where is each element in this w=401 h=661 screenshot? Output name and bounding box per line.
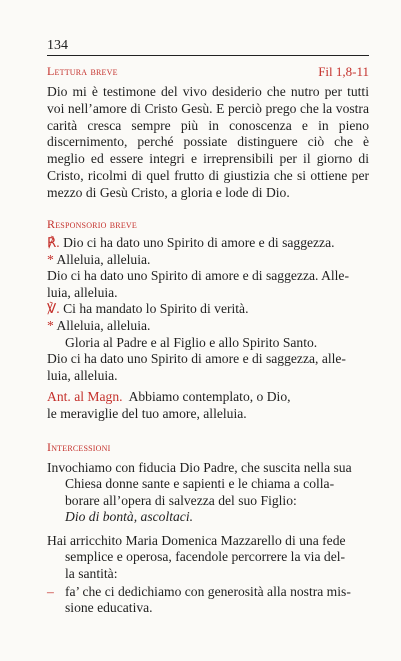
responsorio-line-1: ℟. Dio ci ha dato uno Spirito di amore e di saggezza. (47, 235, 335, 250)
intercessioni-response: Dio di bontà, ascoltaci. (65, 509, 193, 525)
responsorio-line-3b: luia, alleluia. (47, 284, 118, 300)
star-symbol: * (47, 317, 54, 333)
responsorio-line-5: * Alleluia, alleluia. (47, 317, 151, 333)
petition-dash: – (47, 584, 54, 599)
lettura-text: Dio mi è testimone del vivo desiderio che nutro per tutti voi nell’amore di Cristo Gesù. E perciò prego che la vostra carità cresca sempre più in conoscenza e in pieno discernimento, perché possiate distinguere ciò che è meglio ed essere integri e irreprensibili per il giorno di Cristo, ricolmi di quel frutto di giustizia che si ottiene per mezzo di Gesù Cristo, a gloria e lode di Dio. (47, 84, 369, 200)
lettura-header (47, 64, 369, 80)
versicle-symbol: ℣. (47, 301, 60, 317)
antifona-label: Ant. al Magn. (47, 389, 123, 404)
intercessioni-intro: Invochiamo con fiducia Dio Padre, che suscita nella sua Chiesa donne sante e sapienti e le chiama a colla- borare all’opera di salvezza del suo Figlio: Dio di bontà, ascoltaci. (47, 460, 369, 526)
antifona-line-2: le meraviglie del tuo amore, alleluia. (47, 405, 247, 421)
responsorio-line-7b: luia, alleluia. (47, 367, 118, 383)
lettura-reference: Fil 1,8-11 (318, 64, 369, 79)
responsorio-line-3a: Dio ci ha dato uno Spirito di amore e di saggezza. Alle- (47, 268, 349, 284)
header-rule (47, 55, 369, 56)
responsorio-line-6: Gloria al Padre e al Figlio e allo Spirito Santo. (65, 334, 318, 350)
antifona-line-1: Abbiamo contemplato, o Dio, (128, 389, 291, 404)
page-number: 134 (47, 38, 68, 53)
responsorio-heading: Responsorio breve (47, 217, 137, 231)
response-symbol: ℟. (47, 235, 60, 250)
intercessioni-petition-2: – fa’ che ci dedichiamo con generosità alla nostra mis- sione educativa. (47, 584, 351, 616)
responsorio-line-2: * Alleluia, alleluia. (47, 251, 151, 267)
responsorio-line-7a: Dio ci ha dato uno Spirito di amore e di saggezza, alle- (47, 351, 346, 367)
responsorio-line-4: ℣. Ci ha mandato lo Spirito di verità. (47, 301, 249, 317)
intercessioni-heading: Intercessioni (47, 440, 111, 454)
star-symbol: * (47, 251, 54, 267)
antifona-block (47, 389, 369, 422)
responsorio-body (47, 235, 369, 384)
intercessioni-petition-1: Hai arricchito Maria Domenica Mazzarello di una fede semplice e operosa, facendole percorrere la via del- la santità: (47, 533, 346, 581)
lettura-heading: Lettura breve (47, 64, 118, 78)
